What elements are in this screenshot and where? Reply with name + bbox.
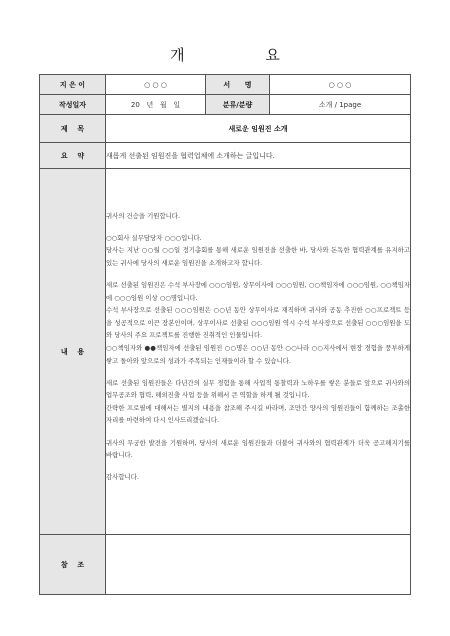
content-paragraph-executives: 새로 선출된 임원진은 수석 부사장에 ○○○임원, 상무이사에 ○○○임원, ○○책임자에 ○○○임원, ○○책임자에 ○○○임원 이상 ○○명입니다. 수석 부사장으로 선출된 ○○○임원은 ○○년 동안 상무이사로 재직하며 귀사와 공동 추진한 ○○프로젝트 등을 성공적으로 이끈 장본인이며, 상무이사로 선출된 ○○○임원 역시 수석 부사장으로 선출된 ○○○임원을 도와 당사의 주요 프로젝트를 진행한 진취적인 인물입니다. ○○책임자와 ●●책임자에 선출된 임원진 ○○명은 ○○년 동안 ○○나라 ○○지사에서 현장 경험을 풍부하게 쌓고 돌아와 앞으로의 성과가 주목되는 인재들이라 할 수 있습니다. [106, 281, 410, 365]
summary-label: 요 약 [40, 143, 106, 169]
content-paragraph-roles: 새로 선출된 임원진들은 다년간의 실무 경험을 통해 사업적 통찰력과 노하우를 쌓은 분들로 앞으로 귀사와의 업무공조와 협력, 해외진출 사업 등을 위해서 큰 역할을 하게 될 것입니다. 간략한 프로필에 대해서는 별지의 내용을 참조해 주시길 바라며, 조만간 양사의 임원진들이 함께하는 조촐한 자리를 마련하여 다시 인사드리겠습니다. [106, 378, 410, 425]
content-paragraph-intro: ○○회사 실무담당자 ○○○입니다. 당사는 지난 ○○월 ○○일 정기총회를 통해 새로운 임원진을 선출한 바, 당사와 돈독한 협력관계를 유지하고 있는 귀사에 당사의 새로운 임원진을 소개하고자 합니다. [106, 233, 410, 267]
summary-row [40, 143, 411, 169]
subject-value[interactable]: 새로운 임원진 소개 [106, 115, 411, 143]
reference-value[interactable] [106, 535, 411, 595]
subject-row [40, 115, 411, 143]
reference-label: 참 조 [40, 535, 106, 595]
category-value[interactable]: 소개 / 1page [270, 95, 411, 115]
signature-label: 서 명 [206, 75, 270, 95]
author-value[interactable]: ○ ○ ○ [106, 75, 206, 95]
author-label: 지 은 이 [40, 75, 106, 95]
content-paragraph-wishes: 귀사의 무궁한 발전을 기원하며, 당사의 새로운 임원진들과 더불어 귀사와의 협력관계가 더욱 공고해지기를 바랍니다. [106, 438, 410, 460]
reference-row [40, 535, 411, 595]
date-row [40, 95, 411, 115]
content-label: 내 용 [40, 169, 106, 535]
category-label: 분류/분량 [206, 95, 270, 115]
date-label: 작성일자 [40, 95, 106, 115]
page-title: 개 요 [170, 46, 318, 64]
date-value[interactable]: 20 년 월 일 [106, 95, 206, 115]
subject-label: 제 목 [40, 115, 106, 143]
overview-form-table [39, 74, 411, 595]
author-row [40, 75, 411, 95]
content-body[interactable] [106, 169, 411, 535]
summary-value[interactable]: 새롭게 선출된 임원진을 협력업체에 소개하는 글입니다. [106, 143, 411, 169]
content-paragraph-thanks: 감사합니다. [106, 473, 139, 482]
content-paragraph-greeting: 귀사의 건승을 기원합니다. [106, 211, 181, 220]
content-row [40, 169, 411, 535]
signature-value[interactable]: ○ ○ ○ [270, 75, 411, 95]
